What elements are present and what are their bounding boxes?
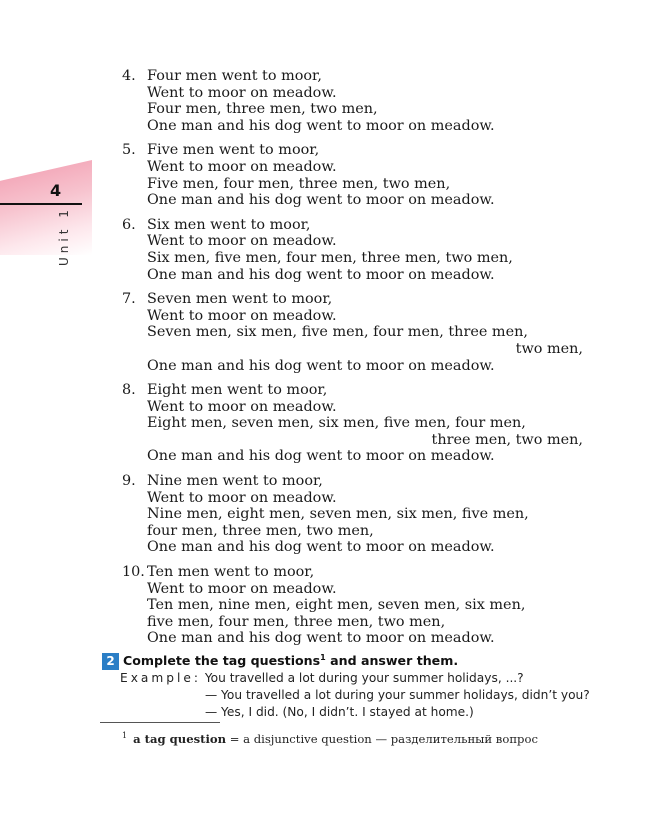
- stanza-number: 7.: [122, 291, 136, 308]
- stanza-line: five men, four men, three men, two men,: [147, 613, 446, 630]
- stanza-number: 5.: [122, 142, 136, 159]
- stanza-line: One man and his dog went to moor on meadow.: [147, 266, 495, 283]
- stanza-line: Went to moor on meadow.: [147, 84, 337, 101]
- stanza-number: 6.: [122, 216, 136, 233]
- stanza: [0, 473, 650, 556]
- stanza-line: Four men went to moor,: [147, 68, 322, 84]
- page-number: 4: [50, 181, 62, 200]
- song-text: [0, 68, 650, 655]
- stanza-line: Five men, four men, three men, two men,: [147, 175, 451, 192]
- stanza-line: Four men, three men, two men,: [147, 101, 378, 118]
- stanza-line: Seven men, six men, five men, four men, three men,: [147, 324, 528, 341]
- stanza: [0, 291, 650, 374]
- stanza-line: One man and his dog went to moor on meadow.: [147, 357, 495, 374]
- example-row: [102, 670, 602, 687]
- stanza-line: Nine men went to moor,: [147, 473, 323, 490]
- stanza-line: Went to moor on meadow.: [147, 398, 337, 415]
- stanza: [0, 382, 650, 465]
- stanza: [0, 564, 650, 647]
- stanza-line: Nine men, eight men, seven men, six men, five men,: [147, 506, 529, 523]
- exercise-title-text: Complete the tag questions: [123, 653, 321, 669]
- example-label: Example:: [120, 671, 201, 685]
- exercise-number-badge: 2: [102, 653, 119, 670]
- footnote-term: a tag question: [133, 731, 227, 746]
- stanza: [0, 217, 650, 283]
- example-question: You travelled a lot during your summer holidays, ...?: [204, 671, 524, 685]
- stanza-line: Went to moor on meadow.: [147, 580, 337, 597]
- stanza-line: Eight men, seven men, six men, five men, four men,: [147, 415, 526, 432]
- stanza-line: Six men, five men, four men, three men, two men,: [147, 249, 513, 266]
- stanza: [0, 68, 650, 134]
- footnote-reference: 1: [320, 653, 326, 663]
- stanza-line: Seven men went to moor,: [147, 291, 333, 308]
- stanza-line: Six men went to moor,: [147, 216, 311, 233]
- footnote-definition: = a disjunctive question — разделительный вопрос: [226, 731, 538, 746]
- stanza-line: Went to moor on meadow.: [147, 233, 337, 250]
- stanza-line: Eight men went to moor,: [147, 382, 328, 399]
- exercise-title-suffix: and answer them.: [325, 653, 459, 669]
- stanza-line-continuation: three men, two men,: [431, 431, 583, 448]
- exercise-header: [102, 652, 602, 670]
- stanza-line-continuation: two men,: [515, 340, 583, 357]
- stanza-line: Ten men went to moor,: [147, 564, 315, 581]
- stanza-line: One man and his dog went to moor on meadow.: [147, 539, 495, 556]
- example-tag-answer: — You travelled a lot during your summer holidays, didn’t you?: [205, 688, 590, 702]
- stanza-line: Went to moor on meadow.: [147, 307, 337, 324]
- footnote-mark: 1: [122, 731, 128, 740]
- stanza-line: Ten men, nine men, eight men, seven men, six men,: [147, 597, 526, 614]
- stanza-number: 4.: [122, 68, 136, 84]
- unit-label: Unit 1: [57, 206, 71, 266]
- stanza-line: One man and his dog went to moor on meadow.: [147, 630, 495, 647]
- footnote-divider: [100, 722, 220, 723]
- stanza-line: four men, three men, two men,: [147, 522, 374, 539]
- stanza-line: Went to moor on meadow.: [147, 489, 337, 506]
- example-short-answer: — Yes, I did. (No, I didn’t. I stayed at home.): [205, 705, 474, 719]
- stanza-line: One man and his dog went to moor on meadow.: [147, 448, 495, 465]
- stanza-line: One man and his dog went to moor on meadow.: [147, 192, 495, 209]
- stanza-line: Five men went to moor,: [147, 142, 320, 159]
- exercise-2: [102, 652, 602, 721]
- stanza-line: One man and his dog went to moor on meadow.: [147, 117, 495, 134]
- stanza-number: 8.: [122, 382, 136, 399]
- footnote: [122, 729, 538, 746]
- stanza-number: 10.: [122, 564, 145, 581]
- stanza-number: 9.: [122, 473, 136, 490]
- stanza-line: Went to moor on meadow.: [147, 158, 337, 175]
- exercise-title: [123, 653, 458, 668]
- stanza: [0, 142, 650, 208]
